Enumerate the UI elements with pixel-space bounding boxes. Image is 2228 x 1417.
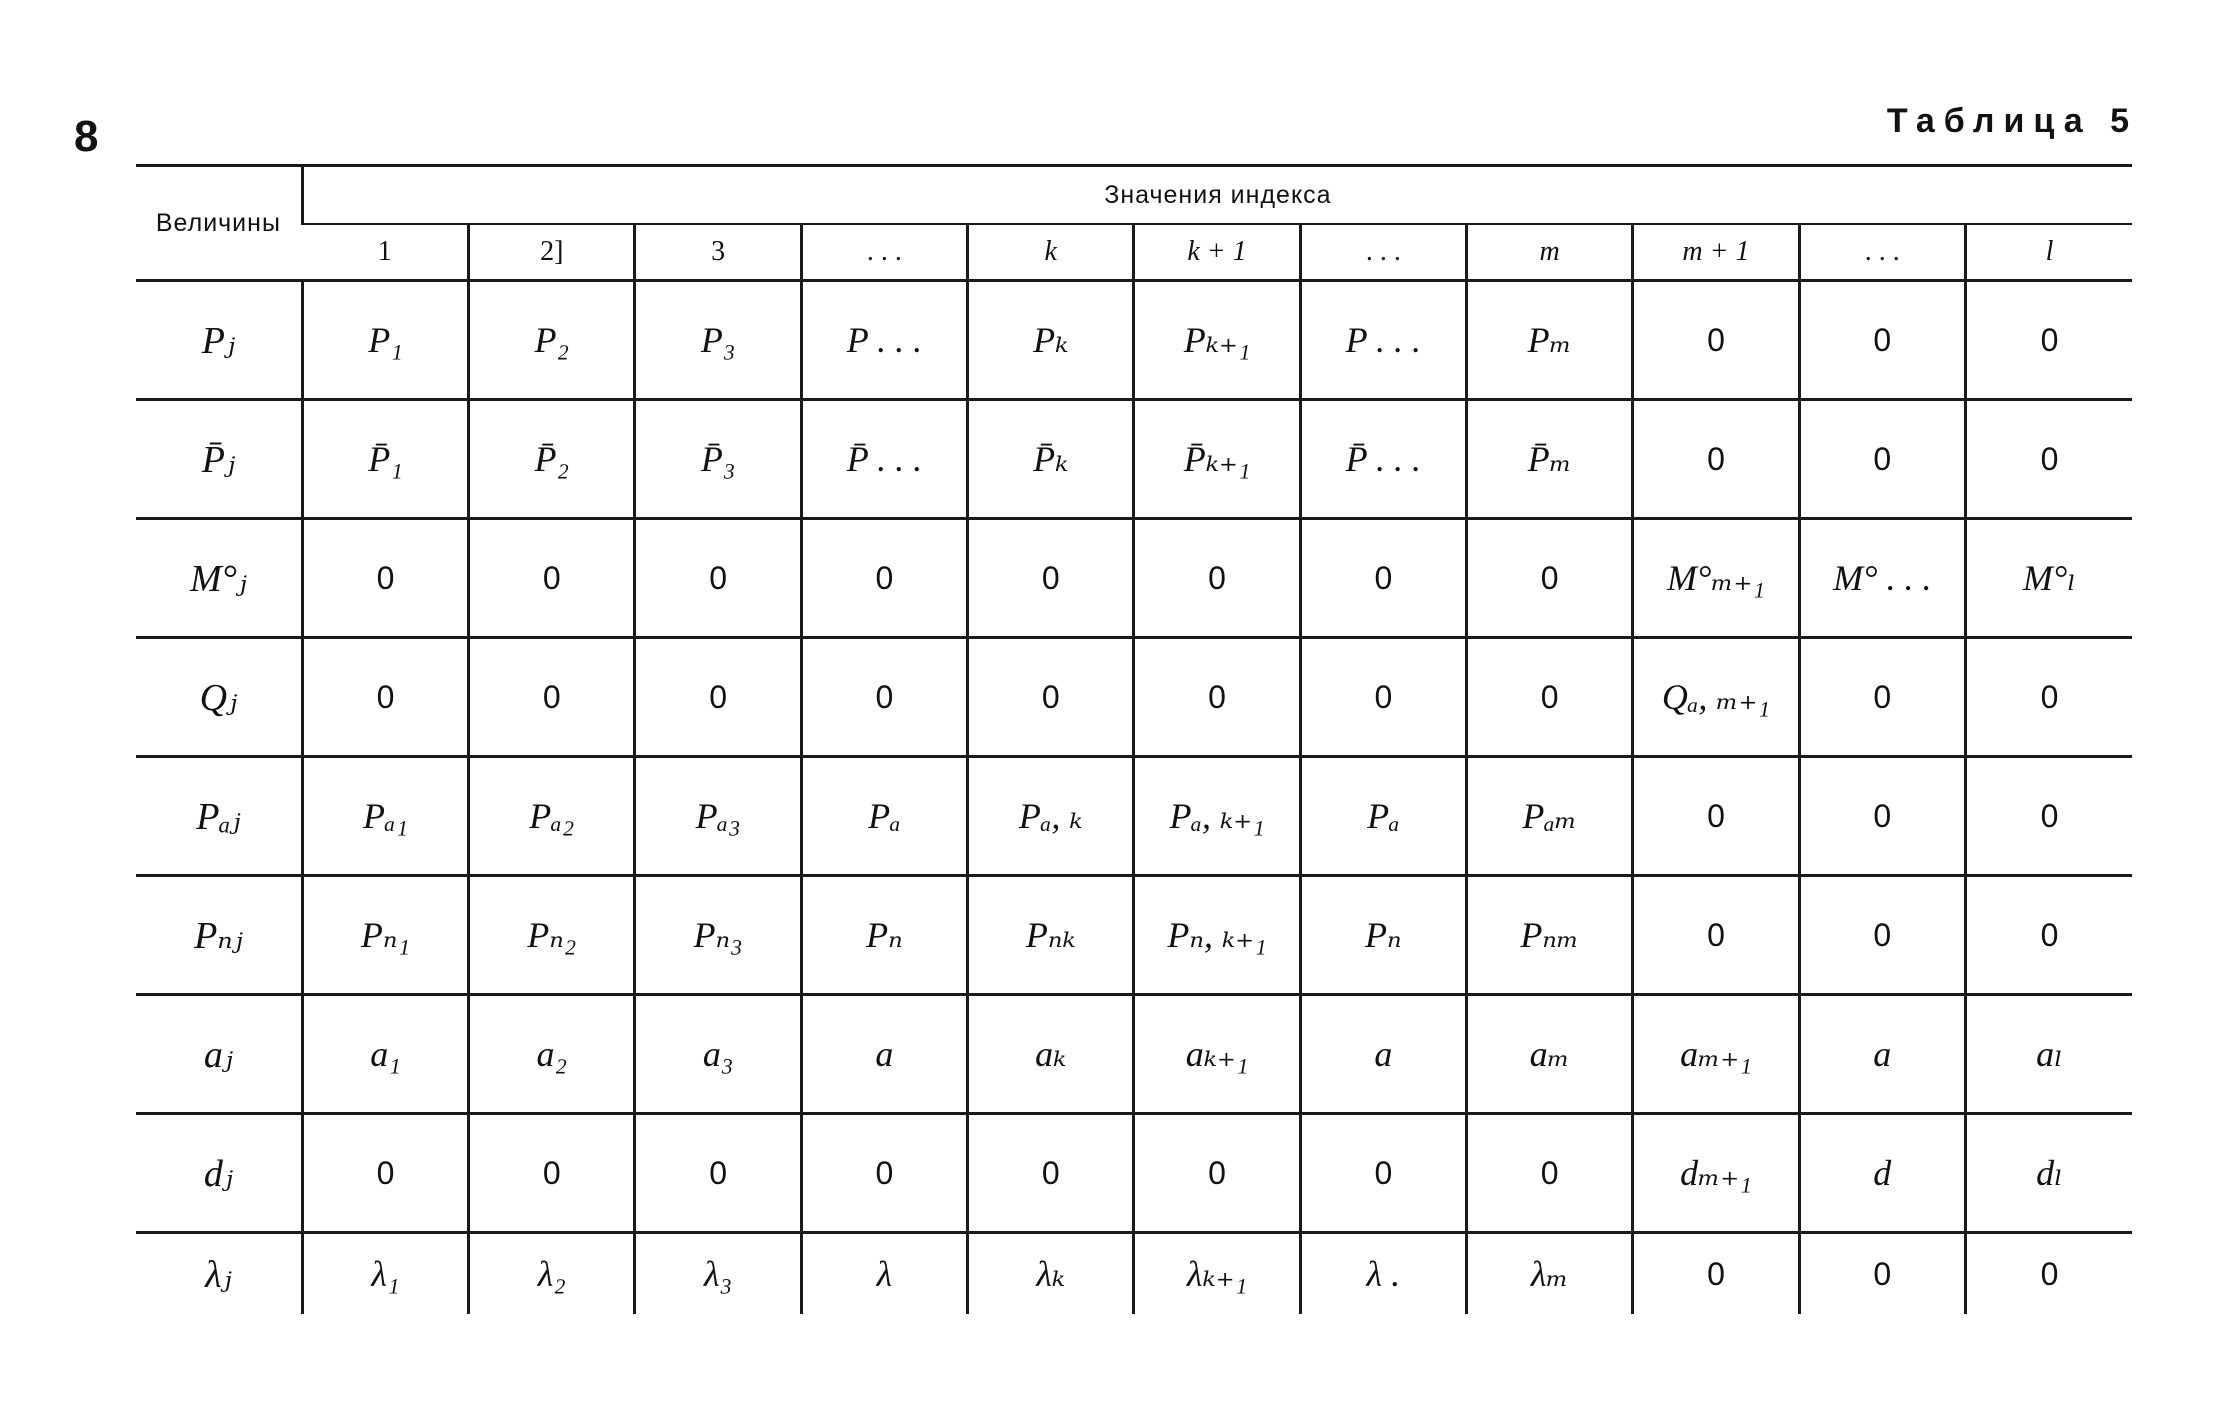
table-cell: 0: [1467, 638, 1633, 757]
table-cell: a₂: [469, 995, 635, 1114]
table-cell: 0: [801, 1114, 967, 1233]
index-label: . . .: [1300, 224, 1466, 281]
table-cell: 0: [469, 638, 635, 757]
table-cell: 0: [801, 519, 967, 638]
row-label: Pⱼ: [136, 281, 302, 400]
table-cell: 0: [1134, 519, 1300, 638]
table-cell: λ₁: [302, 1233, 468, 1315]
table-cell: Pₐ₂: [469, 757, 635, 876]
row-header-cell: Величины: [136, 166, 302, 281]
table-cell: a₁: [302, 995, 468, 1114]
index-label: l: [1965, 224, 2132, 281]
row-label: Pₐⱼ: [136, 757, 302, 876]
index-label: k + 1: [1134, 224, 1300, 281]
table-cell: P₁: [302, 281, 468, 400]
table-body: [136, 281, 2132, 1315]
table-cell: Pₙₖ: [968, 876, 1134, 995]
table-cell: M°ₗ: [1965, 519, 2132, 638]
table-cell: 0: [1633, 1233, 1799, 1315]
index-label: 2]: [469, 224, 635, 281]
table-cell: 0: [1134, 638, 1300, 757]
table-cell: Pₖ: [968, 281, 1134, 400]
table-cell: aₗ: [1965, 995, 2132, 1114]
table-cell: 0: [1965, 638, 2132, 757]
index-label: . . .: [801, 224, 967, 281]
table-cell: P̄₂: [469, 400, 635, 519]
index-label: k: [968, 224, 1134, 281]
table-cell: 0: [1799, 876, 1965, 995]
table-row: [136, 1114, 2132, 1233]
table-cell: 0: [1467, 1114, 1633, 1233]
table-cell: 0: [1633, 876, 1799, 995]
table-cell: 0: [1965, 281, 2132, 400]
row-label: λⱼ: [136, 1233, 302, 1315]
table-cell: 0: [1799, 281, 1965, 400]
table-cell: aₘ: [1467, 995, 1633, 1114]
index-header-row: [136, 224, 2132, 281]
table-cell: λ₃: [635, 1233, 801, 1315]
table-cell: 0: [1799, 1233, 1965, 1315]
index-group-header: Значения индекса: [302, 166, 2132, 225]
table-row: [136, 876, 2132, 995]
table-cell: 0: [1300, 1114, 1466, 1233]
table-cell: Pₘ: [1467, 281, 1633, 400]
table-cell: 0: [469, 519, 635, 638]
table-cell: Pₐₘ: [1467, 757, 1633, 876]
row-label: M°ⱼ: [136, 519, 302, 638]
table-cell: a₃: [635, 995, 801, 1114]
row-label: aⱼ: [136, 995, 302, 1114]
table-cell: P . . .: [1300, 281, 1466, 400]
table-row: [136, 995, 2132, 1114]
table-cell: P₂: [469, 281, 635, 400]
table-cell: Pₖ₊₁: [1134, 281, 1300, 400]
table-cell: 0: [1633, 281, 1799, 400]
table-cell: P̄ . . .: [801, 400, 967, 519]
table-row: [136, 519, 2132, 638]
table-cell: 0: [302, 519, 468, 638]
table-cell: 0: [635, 1114, 801, 1233]
table-cell: M°ₘ₊₁: [1633, 519, 1799, 638]
table-cell: 0: [1965, 876, 2132, 995]
table-cell: 0: [1300, 519, 1466, 638]
table-cell: 0: [635, 519, 801, 638]
table-cell: λₖ: [968, 1233, 1134, 1315]
table-cell: 0: [1633, 757, 1799, 876]
table-cell: Pₐ₃: [635, 757, 801, 876]
table-row: [136, 1233, 2132, 1315]
page-number: 8: [74, 112, 99, 161]
table-cell: Pₐ, ₖ₊₁: [1134, 757, 1300, 876]
table-cell: dₗ: [1965, 1114, 2132, 1233]
table-cell: a: [1799, 995, 1965, 1114]
table-cell: a: [801, 995, 967, 1114]
index-label: m: [1467, 224, 1633, 281]
table-cell: 0: [1467, 519, 1633, 638]
table-cell: aₖ₊₁: [1134, 995, 1300, 1114]
table-cell: λ: [801, 1233, 967, 1315]
table-cell: 0: [469, 1114, 635, 1233]
values-table: [136, 164, 2132, 1314]
table-cell: P̄ₘ: [1467, 400, 1633, 519]
table-row: [136, 281, 2132, 400]
table-cell: P̄ . . .: [1300, 400, 1466, 519]
table-cell: Pₙ: [1300, 876, 1466, 995]
table-cell: aₘ₊₁: [1633, 995, 1799, 1114]
table-cell: λₖ₊₁: [1134, 1233, 1300, 1315]
table-cell: 0: [1799, 400, 1965, 519]
table-cell: Pₙ: [801, 876, 967, 995]
row-label: Pₙⱼ: [136, 876, 302, 995]
table-row: [136, 757, 2132, 876]
table-cell: 0: [1965, 400, 2132, 519]
table-cell: 0: [302, 638, 468, 757]
table-cell: P̄ₖ: [968, 400, 1134, 519]
table-cell: P̄₃: [635, 400, 801, 519]
table-row: [136, 638, 2132, 757]
table-cell: 0: [635, 638, 801, 757]
row-label: dⱼ: [136, 1114, 302, 1233]
table-cell: dₘ₊₁: [1633, 1114, 1799, 1233]
table-cell: 0: [1134, 1114, 1300, 1233]
table-cell: 0: [1300, 638, 1466, 757]
table-cell: P₃: [635, 281, 801, 400]
table-cell: a: [1300, 995, 1466, 1114]
table-cell: 0: [1965, 757, 2132, 876]
table-cell: 0: [801, 638, 967, 757]
table-cell: 0: [1633, 400, 1799, 519]
table-cell: Pₙ, ₖ₊₁: [1134, 876, 1300, 995]
table-cell: 0: [302, 1114, 468, 1233]
table-cell: Pₐ, ₖ: [968, 757, 1134, 876]
table-cell: 0: [1965, 1233, 2132, 1315]
table-cell: P̄₁: [302, 400, 468, 519]
index-label: 1: [302, 224, 468, 281]
index-label: 3: [635, 224, 801, 281]
table-cell: 0: [968, 638, 1134, 757]
row-label: Qⱼ: [136, 638, 302, 757]
table-cell: λₘ: [1467, 1233, 1633, 1315]
table-cell: P . . .: [801, 281, 967, 400]
table-cell: Pₙ₁: [302, 876, 468, 995]
table-row: [136, 400, 2132, 519]
index-label: m + 1: [1633, 224, 1799, 281]
table-cell: M° . . .: [1799, 519, 1965, 638]
table-cell: Pₐ: [801, 757, 967, 876]
table-caption: Таблица 5: [1886, 102, 2138, 140]
table-cell: Qₐ, ₘ₊₁: [1633, 638, 1799, 757]
table-cell: Pₙ₃: [635, 876, 801, 995]
table-cell: Pₙₘ: [1467, 876, 1633, 995]
table-cell: 0: [968, 1114, 1134, 1233]
table-cell: 0: [968, 519, 1134, 638]
table-cell: 0: [1799, 757, 1965, 876]
table-cell: d: [1799, 1114, 1965, 1233]
table-cell: λ .: [1300, 1233, 1466, 1315]
table-cell: λ₂: [469, 1233, 635, 1315]
table-cell: Pₐ₁: [302, 757, 468, 876]
index-label: . . .: [1799, 224, 1965, 281]
table-cell: P̄ₖ₊₁: [1134, 400, 1300, 519]
row-label: P̄ⱼ: [136, 400, 302, 519]
table-cell: 0: [1799, 638, 1965, 757]
table-cell: aₖ: [968, 995, 1134, 1114]
table-cell: Pₙ₂: [469, 876, 635, 995]
table-cell: Pₐ: [1300, 757, 1466, 876]
table-header: [136, 166, 2132, 281]
